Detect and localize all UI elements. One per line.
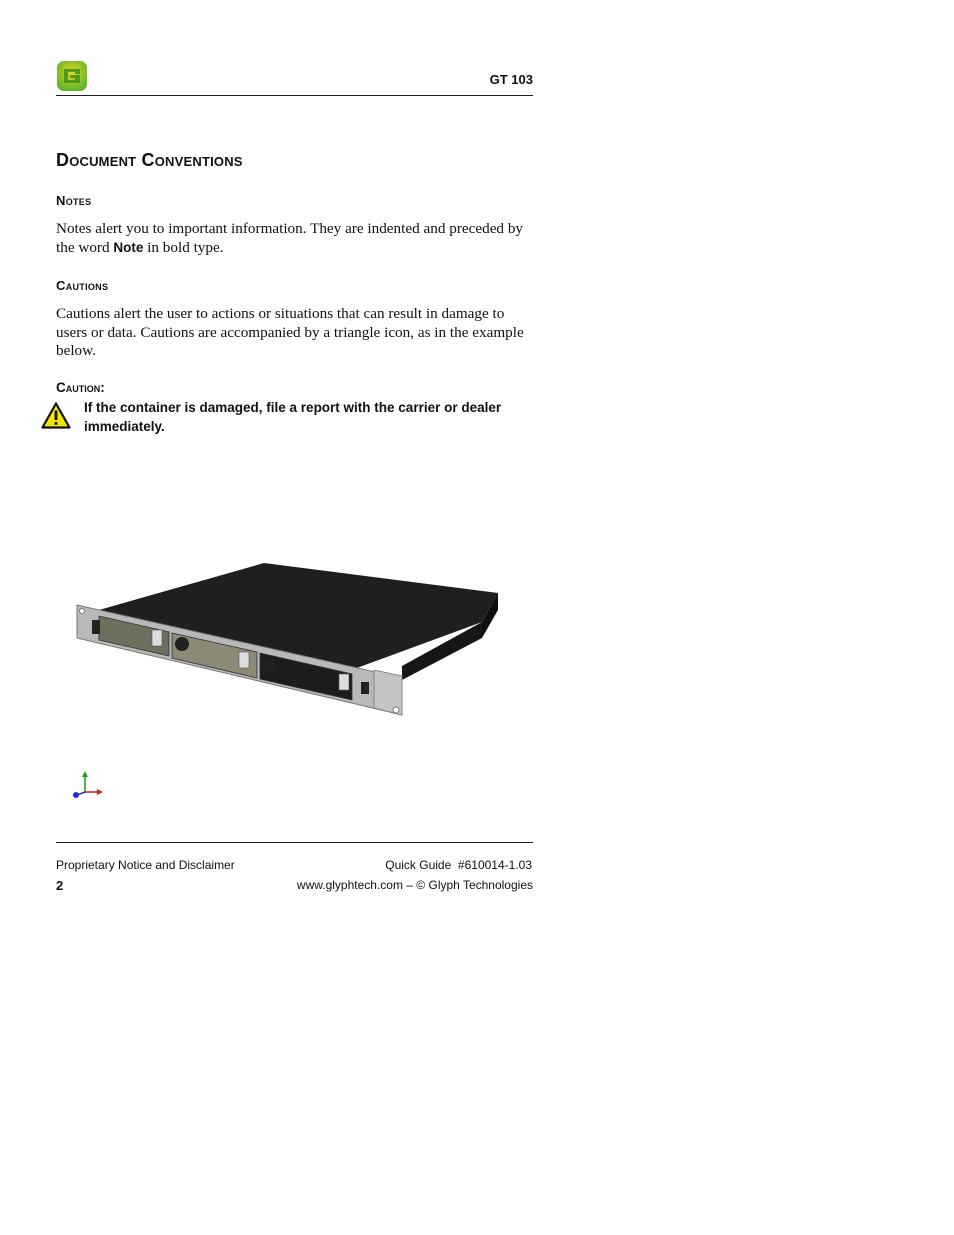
warning-triangle-icon	[41, 402, 71, 429]
caution-text: If the container is damaged, file a report with the carrier or dealer immediately.	[84, 400, 502, 434]
cautions-heading: Cautions	[56, 278, 109, 293]
notes-text-before: Notes alert you to important information. They are indented and preceded by the word	[56, 220, 524, 256]
notes-text-after: in bold type.	[143, 238, 224, 256]
footer-website: www.glyphtech.com – © Glyph Technologies	[296, 878, 533, 892]
cautions-paragraph: Cautions alert the user to actions or situations that can result in damage to users or data. Cautions are accompanied by a triangle icon, as in the example below.	[56, 305, 524, 360]
notes-bold-word: Note	[113, 239, 144, 255]
rackmount-device-image	[74, 560, 504, 720]
xyz-axes-icon	[70, 770, 106, 800]
page-number: 2	[56, 878, 64, 893]
notes-heading: Notes	[56, 193, 92, 208]
header-divider	[56, 95, 533, 96]
caution-label: Caution:	[56, 380, 105, 395]
footer-section-title: Proprietary Notice and Disclaimer	[56, 858, 235, 872]
footer-divider	[56, 842, 533, 843]
footer-document-id: Quick Guide #610014-1.03	[385, 858, 532, 872]
product-name: GT 103	[489, 72, 533, 87]
notes-paragraph	[56, 220, 533, 257]
section-title: Document Conventions	[56, 150, 243, 170]
glyph-logo-icon	[56, 60, 88, 92]
